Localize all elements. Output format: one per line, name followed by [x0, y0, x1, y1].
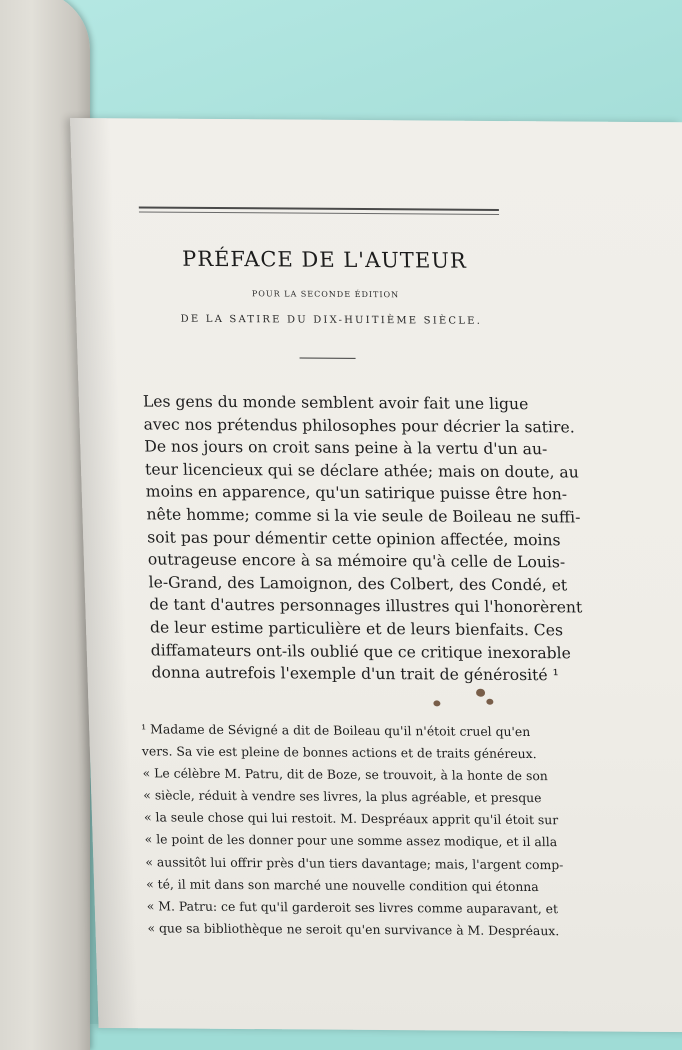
footnote-line: « la seule chose qui lui restoit. M. Despréaux apprit qu'il étoit sur: [143, 809, 559, 828]
body-paragraph: [142, 390, 583, 687]
foxing-spot: [433, 700, 440, 706]
body-line: moins en apparence, qu'un satirique puisse être hon-: [145, 482, 568, 504]
body-line: diffamateurs ont-ils oublié que ce critique inexorable: [150, 640, 572, 662]
footnote-line: « que sa bibliothèque ne seroit qu'en survivance à M. Despréaux.: [147, 920, 560, 939]
top-rule: [139, 206, 499, 215]
page-title: PRÉFACE DE L'AUTEUR: [181, 246, 468, 273]
footnote-line: « M. Patru: ce fut qu'il garderoit ses livres comme auparavant, et: [146, 898, 559, 916]
body-line: de leur estime particulière et de leurs bienfaits. Ces: [149, 618, 564, 640]
body-line: le-Grand, des Lamoignon, des Colbert, des Condé, et: [148, 573, 568, 595]
footnote-line: « aussitôt lui offrir près d'un tiers davantage; mais, l'argent comp-: [145, 853, 564, 872]
body-line: outrageuse encore à sa mémoire qu'à celle de Louis-: [147, 550, 566, 572]
book-page: [70, 118, 682, 1032]
footnote-line: « té, il mit dans son marché une nouvelle condition qui étonna: [145, 876, 539, 894]
body-line: donna autrefois l'exemple d'un trait de générosité ¹: [151, 663, 560, 685]
body-line: nête homme; comme si la vie seule de Boileau ne suffi-: [146, 505, 581, 527]
footnote-line: « Le célèbre M. Patru, dit de Boze, se trouvoit, à la honte de son: [142, 765, 548, 784]
footnote: [141, 718, 588, 942]
body-line: Les gens du monde semblent avoir fait une ligue: [142, 392, 529, 414]
body-line: De nos jours on croit sans peine à la vertu d'un au-: [144, 437, 548, 459]
footnote-line: « le point de les donner pour une somme assez modique, et il alla: [144, 831, 558, 850]
footnote-line: « siècle, réduit à vendre ses livres, la plus agréable, et presque: [143, 787, 542, 806]
footnote-line: ¹ Madame de Sévigné a dit de Boileau qu'il n'étoit cruel qu'en: [140, 721, 531, 740]
footnote-line: vers. Sa vie est pleine de bonnes actions et de traits généreux.: [141, 743, 537, 762]
foxing-spot: [486, 699, 493, 705]
short-divider: [300, 358, 356, 359]
page-subtitle-edition: POUR LA SECONDE ÉDITION: [251, 289, 400, 300]
body-line: avec nos prétendus philosophes pour décrier la satire.: [143, 415, 575, 437]
foxing-spot: [476, 689, 485, 697]
body-line: de tant d'autres personnages illustres qui l'honorèrent: [149, 595, 583, 617]
page-subtitle-work: DE LA SATIRE DU DIX-HUITIÈME SIÈCLE.: [180, 313, 483, 327]
body-line: soit pas pour démentir cette opinion affectée, moins: [146, 527, 561, 549]
body-line: teur licencieux qui se déclare athée; mais on doute, au: [144, 460, 579, 482]
